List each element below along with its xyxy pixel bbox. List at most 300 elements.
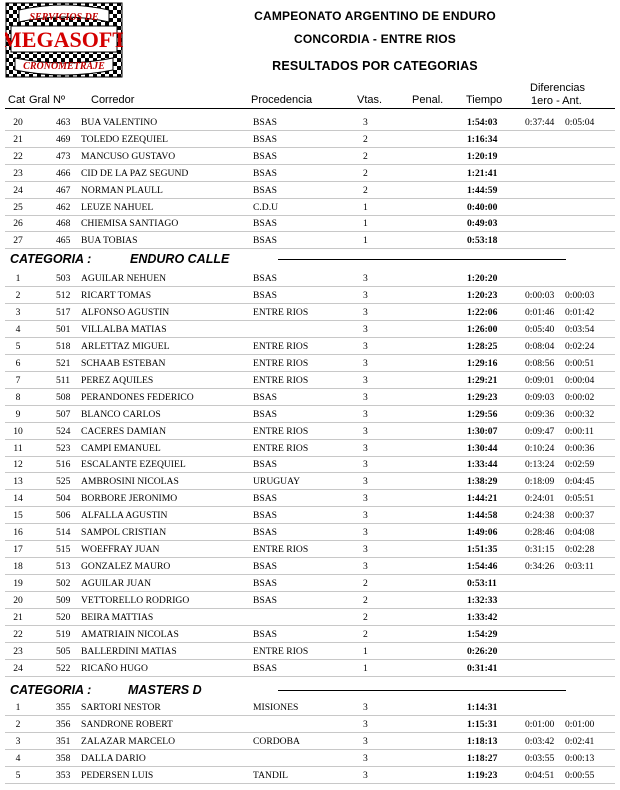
position-cell: 13 [13,476,23,488]
result-row [0,114,620,131]
rider-name-cell: ALFALLA AGUSTIN [81,510,168,522]
rider-number-cell: 523 [56,442,71,454]
result-row [0,355,620,372]
result-row [0,733,620,750]
laps-cell: 3 [363,527,368,539]
laps-cell: 2 [363,578,368,590]
diff-first-cell: 0:08:56 [525,357,555,369]
header-divider [5,108,615,109]
rider-name-cell: CHIEMISA SANTIAGO [81,218,179,230]
rider-number-cell: 356 [56,718,71,730]
laps-cell: 3 [363,735,368,747]
laps-cell: 3 [363,752,368,764]
laps-cell: 3 [363,306,368,318]
result-row [0,440,620,457]
category-name: ENDURO CALLE [130,252,230,266]
position-cell: 15 [13,510,23,522]
result-row [0,287,620,304]
rider-name-cell: GONZALEZ MAURO [81,561,171,573]
result-row [0,716,620,733]
origin-cell: BSAS [253,167,277,179]
result-row [0,660,620,677]
position-cell: 5 [15,340,21,352]
position-cell: 3 [15,735,21,747]
rider-name-cell: AMATRIAIN NICOLAS [81,628,179,640]
position-cell: 26 [13,218,23,230]
diff-previous-cell: 0:00:51 [565,357,595,369]
position-cell: 7 [15,374,21,386]
rider-name-cell: PEREZ AQUILES [81,374,154,386]
category-divider [278,690,566,691]
rider-number-cell: 509 [56,595,71,607]
result-row [0,321,620,338]
time-cell: 1:28:25 [467,340,498,352]
logo-brand-text: MEGASOFT [5,27,123,52]
col-header-penalty: Penal. [412,94,444,106]
rider-number-cell: 506 [56,510,71,522]
diff-previous-cell: 0:00:11 [565,425,594,437]
result-row [0,215,620,232]
rider-number-cell: 505 [56,645,71,657]
position-cell: 20 [13,595,23,607]
time-cell: 1:49:06 [467,527,498,539]
position-cell: 20 [13,117,23,128]
diff-previous-cell: 0:02:28 [565,544,595,556]
laps-cell: 3 [363,510,368,522]
rider-number-cell: 469 [56,133,71,145]
diff-previous-cell: 0:05:04 [565,117,595,128]
laps-cell: 3 [363,769,368,781]
rider-name-cell: BUA TOBIAS [81,235,138,247]
laps-cell: 3 [363,442,368,454]
laps-cell: 3 [363,391,368,403]
time-cell: 1:44:21 [467,493,498,505]
rider-name-cell: BLANCO CARLOS [81,408,161,420]
time-cell: 1:30:44 [467,442,498,454]
position-cell: 16 [13,527,23,539]
origin-cell: BSAS [253,184,277,196]
rider-name-cell: BEIRA MATTIAS [81,612,154,623]
rider-name-cell: WOEFFRAY JUAN [81,544,160,556]
rider-number-cell: 466 [56,167,71,179]
diff-previous-cell: 0:01:00 [565,718,595,730]
origin-cell: URUGUAY [253,476,301,488]
time-cell: 1:18:27 [467,752,498,764]
laps-cell: 1 [363,645,368,657]
diff-first-cell: 0:05:40 [525,323,555,335]
diff-first-cell: 0:03:55 [525,752,555,764]
diff-first-cell: 0:10:24 [525,442,555,454]
col-header-time: Tiempo [466,94,503,106]
rider-number-cell: 516 [56,459,71,471]
rider-name-cell: SANDRONE ROBERT [81,718,173,730]
time-cell: 1:38:29 [467,476,498,488]
rider-number-cell: 503 [56,273,71,284]
time-cell: 1:20:20 [467,273,498,284]
origin-cell: MISIONES [253,702,299,713]
rider-name-cell: TOLEDO EZEQUIEL [81,133,168,145]
time-cell: 0:53:11 [467,578,497,590]
rider-name-cell: CID DE LA PAZ SEGUND [81,167,189,179]
rider-number-cell: 514 [56,527,71,539]
rider-number-cell: 358 [56,752,71,764]
origin-cell: CORDOBA [253,735,300,747]
rider-number-cell: 463 [56,117,71,128]
diff-first-cell: 0:09:01 [525,374,555,386]
diff-first-cell: 0:03:42 [525,735,555,747]
rider-name-cell: BORBORE JERONIMO [81,493,178,505]
col-header-num: Nº [53,94,65,106]
rider-name-cell: AGUILAR JUAN [81,578,152,590]
laps-cell: 1 [363,662,368,674]
origin-cell: BSAS [253,235,277,247]
rider-number-cell: 518 [56,340,71,352]
diff-first-cell: 0:13:24 [525,459,555,471]
position-cell: 19 [13,578,23,590]
rider-number-cell: 511 [56,374,71,386]
origin-cell: ENTRE RIOS [253,645,309,657]
origin-cell: BSAS [253,561,277,573]
diff-first-cell: 0:01:00 [525,718,555,730]
rider-name-cell: SARTORI NESTOR [81,702,161,713]
result-row [0,406,620,423]
position-cell: 5 [15,769,21,781]
rider-name-cell: VILLALBA MATIAS [81,323,167,335]
rider-number-cell: 524 [56,425,71,437]
time-cell: 0:31:41 [467,662,498,674]
result-row [0,524,620,541]
col-header-laps: Vtas. [357,94,383,106]
col-header-cat: Cat [8,94,26,106]
result-row [0,643,620,660]
section-title: RESULTADOS POR CATEGORIAS [272,59,478,73]
rider-number-cell: 353 [56,769,71,781]
position-cell: 17 [13,544,23,556]
origin-cell: ENTRE RIOS [253,306,309,318]
laps-cell: 3 [363,340,368,352]
category-name: MASTERS D [128,683,202,697]
result-row [0,372,620,389]
rider-name-cell: ESCALANTE EZEQUIEL [81,459,186,471]
time-cell: 1:29:56 [467,408,498,420]
logo-bottom-text: CRONOMETRAJE [23,61,105,72]
time-cell: 1:19:23 [467,769,498,781]
diff-first-cell: 0:09:47 [525,425,555,437]
diff-previous-cell: 0:00:55 [565,769,595,781]
result-row [0,575,620,592]
laps-cell: 3 [363,273,368,284]
laps-cell: 1 [363,201,368,213]
laps-cell: 2 [363,133,368,145]
laps-cell: 3 [363,323,368,335]
rider-number-cell: 517 [56,306,71,318]
position-cell: 21 [13,612,23,623]
laps-cell: 3 [363,374,368,386]
origin-cell: TANDIL [253,769,288,781]
result-row [0,131,620,148]
diff-first-cell: 0:09:36 [525,408,555,420]
rider-name-cell: MANCUSO GUSTAVO [81,150,176,162]
laps-cell: 2 [363,184,368,196]
rider-name-cell: AGUILAR NEHUEN [81,273,166,284]
origin-cell: ENTRE RIOS [253,340,309,352]
position-cell: 6 [15,357,21,369]
rider-number-cell: 465 [56,235,71,247]
result-row [0,182,620,199]
diff-previous-cell: 0:04:08 [565,527,595,539]
diff-previous-cell: 0:05:51 [565,493,595,505]
result-row [0,148,620,165]
origin-cell: ENTRE RIOS [253,425,309,437]
origin-cell: BSAS [253,527,277,539]
laps-cell: 3 [363,425,368,437]
laps-cell: 2 [363,612,368,623]
col-header-origin: Procedencia [251,94,313,106]
rider-number-cell: 473 [56,150,71,162]
logo-top-text: SERVICIOS DE [29,12,99,23]
result-row [0,609,620,626]
laps-cell: 2 [363,150,368,162]
rider-name-cell: PERANDONES FEDERICO [81,391,194,403]
laps-cell: 3 [363,459,368,471]
diff-previous-cell: 0:00:13 [565,752,595,764]
diff-previous-cell: 0:00:02 [565,391,595,403]
rider-number-cell: 507 [56,408,71,420]
position-cell: 8 [15,391,21,403]
origin-cell: BSAS [253,578,277,590]
position-cell: 22 [13,150,23,162]
diff-first-cell: 0:34:26 [525,561,555,573]
diff-previous-cell: 0:00:32 [565,408,595,420]
laps-cell: 3 [363,493,368,505]
position-cell: 1 [15,702,21,713]
diff-first-cell: 0:24:38 [525,510,555,522]
rider-number-cell: 504 [56,493,71,505]
origin-cell: BSAS [253,408,277,420]
position-cell: 11 [13,442,23,454]
origin-cell: C.D.U [253,201,279,213]
time-cell: 1:20:23 [467,289,498,301]
diff-first-cell: 0:04:51 [525,769,555,781]
time-cell: 1:30:07 [467,425,498,437]
origin-cell: BSAS [253,391,277,403]
col-header-differences: Diferencias [530,82,586,94]
laps-cell: 1 [363,218,368,230]
origin-cell: BSAS [253,510,277,522]
laps-cell: 3 [363,476,368,488]
diff-previous-cell: 0:03:11 [565,561,594,573]
rider-name-cell: LEUZE NAHUEL [81,201,154,213]
rider-number-cell: 355 [56,702,71,713]
position-cell: 24 [13,662,23,674]
diff-previous-cell: 0:02:41 [565,735,595,747]
rider-number-cell: 522 [56,662,71,674]
result-row [0,507,620,524]
rider-name-cell: VETTORELLO RODRIGO [81,595,190,607]
result-row [0,626,620,643]
origin-cell: BSAS [253,117,277,128]
diff-first-cell: 0:31:15 [525,544,555,556]
diff-previous-cell: 0:04:45 [565,476,595,488]
row-divider [5,248,615,249]
rider-name-cell: CACERES DAMIAN [81,425,167,437]
result-row [0,232,620,249]
laps-cell: 3 [363,718,368,730]
laps-cell: 3 [363,408,368,420]
rider-name-cell: ARLETTAZ MIGUEL [81,340,170,352]
position-cell: 10 [13,425,23,437]
position-cell: 23 [13,645,23,657]
result-row [0,473,620,490]
laps-cell: 3 [363,544,368,556]
time-cell: 1:29:16 [467,357,498,369]
origin-cell: BSAS [253,628,277,640]
laps-cell: 3 [363,117,368,128]
result-row [0,389,620,406]
rider-name-cell: CAMPI EMANUEL [81,442,161,454]
col-header-gral: Gral [29,94,50,106]
origin-cell: BSAS [253,150,277,162]
laps-cell: 3 [363,289,368,301]
rider-name-cell: ALFONSO AGUSTIN [81,306,170,318]
rider-number-cell: 515 [56,544,71,556]
rider-number-cell: 512 [56,289,71,301]
result-row [0,592,620,609]
rider-number-cell: 502 [56,578,71,590]
laps-cell: 3 [363,702,368,713]
position-cell: 2 [15,718,21,730]
rider-name-cell: SCHAAB ESTEBAN [81,357,166,369]
result-row [0,456,620,473]
time-cell: 1:51:35 [467,544,498,556]
result-row [0,750,620,767]
time-cell: 1:54:46 [467,561,498,573]
origin-cell: ENTRE RIOS [253,442,309,454]
laps-cell: 3 [363,561,368,573]
position-cell: 3 [15,306,21,318]
category-label: CATEGORIA : [10,683,92,697]
result-row [0,767,620,784]
origin-cell: ENTRE RIOS [253,544,309,556]
time-cell: 1:16:34 [467,133,498,145]
time-cell: 1:44:58 [467,510,498,522]
origin-cell: BSAS [253,459,277,471]
diff-first-cell: 0:01:46 [525,306,555,318]
rider-name-cell: BUA VALENTINO [81,117,158,128]
position-cell: 18 [13,561,23,573]
time-cell: 1:44:59 [467,184,498,196]
time-cell: 0:26:20 [467,645,498,657]
time-cell: 1:29:21 [467,374,498,386]
diff-previous-cell: 0:00:36 [565,442,595,454]
rider-name-cell: DALLA DARIO [81,752,146,764]
rider-name-cell: SAMPOL CRISTIAN [81,527,167,539]
time-cell: 1:22:06 [467,306,498,318]
diff-previous-cell: 0:01:42 [565,306,595,318]
position-cell: 4 [15,752,21,764]
laps-cell: 2 [363,595,368,607]
result-row [0,304,620,321]
time-cell: 1:54:29 [467,628,498,640]
time-cell: 1:14:31 [467,702,498,713]
time-cell: 1:32:33 [467,595,498,607]
position-cell: 14 [13,493,23,505]
rider-number-cell: 525 [56,476,71,488]
origin-cell: ENTRE RIOS [253,357,309,369]
rider-number-cell: 467 [56,184,71,196]
result-row [0,541,620,558]
position-cell: 1 [15,273,21,284]
position-cell: 21 [13,133,23,145]
diff-previous-cell: 0:00:37 [565,510,595,522]
origin-cell: BSAS [253,133,277,145]
time-cell: 1:15:31 [467,718,498,730]
rider-number-cell: 462 [56,201,71,213]
rider-number-cell: 501 [56,323,71,335]
laps-cell: 3 [363,357,368,369]
rider-name-cell: PEDERSEN LUIS [81,769,154,781]
time-cell: 0:40:00 [467,201,498,213]
rider-name-cell: ZALAZAR MARCELO [81,735,176,747]
diff-first-cell: 0:08:04 [525,340,555,352]
time-cell: 1:33:42 [467,612,498,623]
rider-number-cell: 468 [56,218,71,230]
time-cell: 1:21:41 [467,167,498,179]
position-cell: 4 [15,323,21,335]
row-divider [5,676,615,677]
rider-name-cell: RICART TOMAS [81,289,152,301]
laps-cell: 2 [363,628,368,640]
rider-number-cell: 521 [56,357,71,369]
diff-first-cell: 0:09:03 [525,391,555,403]
time-cell: 1:26:00 [467,323,498,335]
rider-number-cell: 520 [56,612,71,623]
rider-name-cell: NORMAN PLAULL [81,184,163,196]
rider-name-cell: BALLERDINI MATIAS [81,645,177,657]
origin-cell: BSAS [253,662,277,674]
rider-name-cell: RICAÑO HUGO [81,662,148,674]
category-label: CATEGORIA : [10,252,92,266]
origin-cell: BSAS [253,595,277,607]
time-cell: 1:54:03 [467,117,498,128]
origin-cell: BSAS [253,273,277,284]
time-cell: 1:29:23 [467,391,498,403]
diff-previous-cell: 0:03:54 [565,323,595,335]
rider-name-cell: AMBROSINI NICOLAS [81,476,179,488]
time-cell: 1:20:19 [467,150,498,162]
diff-first-cell: 0:28:46 [525,527,555,539]
time-cell: 0:49:03 [467,218,498,230]
result-row [0,490,620,507]
diff-previous-cell: 0:00:04 [565,374,595,386]
diff-first-cell: 0:00:03 [525,289,555,301]
result-row [0,699,620,716]
origin-cell: BSAS [253,493,277,505]
origin-cell: BSAS [253,289,277,301]
laps-cell: 1 [363,235,368,247]
result-row [0,338,620,355]
rider-number-cell: 513 [56,561,71,573]
rider-number-cell: 508 [56,391,71,403]
result-row [0,199,620,216]
result-row [0,165,620,182]
result-row [0,558,620,575]
position-cell: 23 [13,167,23,179]
diff-first-cell: 0:37:44 [525,117,555,128]
time-cell: 1:18:13 [467,735,498,747]
position-cell: 2 [15,289,21,301]
laps-cell: 2 [363,167,368,179]
